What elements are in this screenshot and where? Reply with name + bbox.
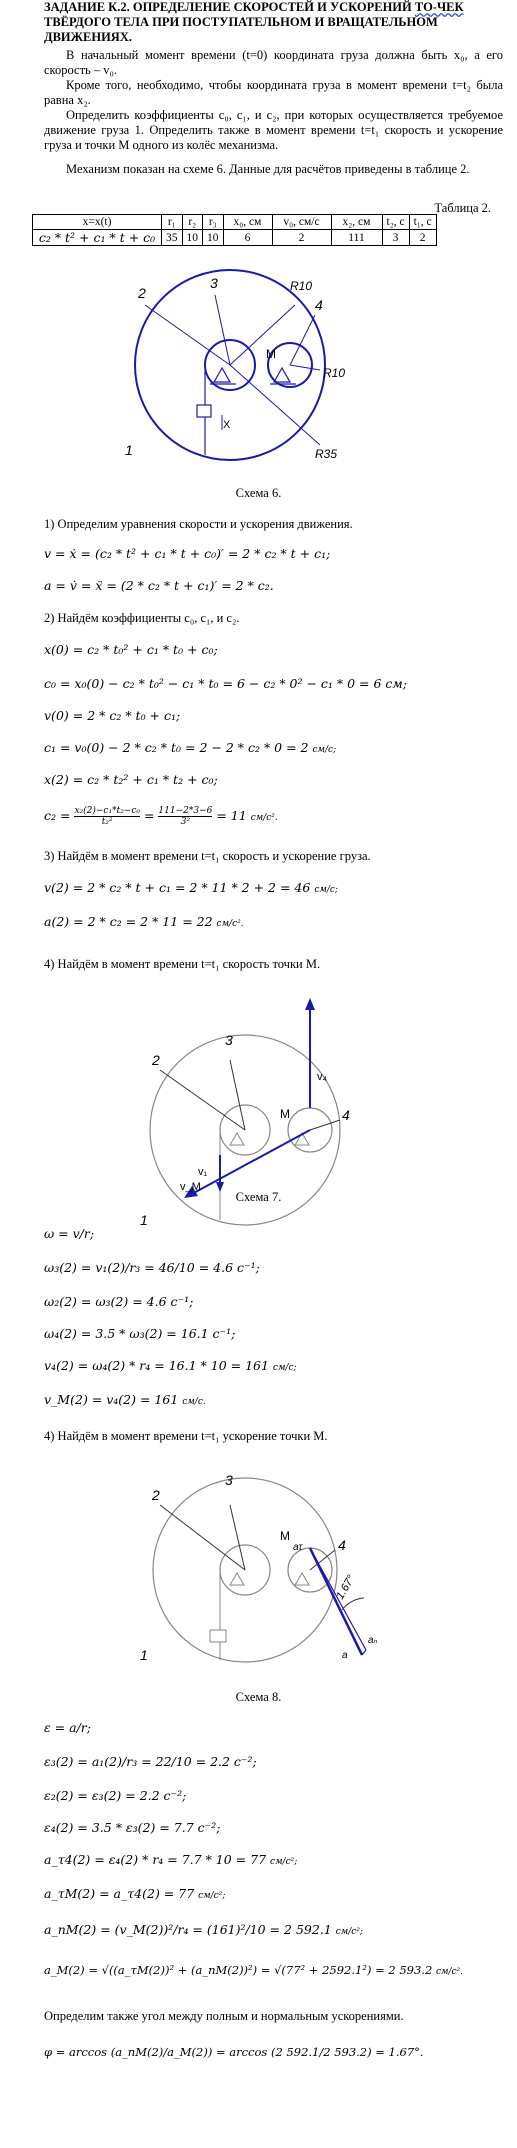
velocity-equation: v = ẋ = (c₂ * t² + c₁ * t + c₀)′ = 2 * c₂ * t + c₁; [44,546,331,561]
a-m-unit: см/с². [435,1967,463,1977]
label-1: 1 [125,442,133,458]
section-5-heading: 4) Найдём в момент времени t=t₁ ускорение точки М. [44,1429,328,1443]
label-4: 4 [342,1107,350,1123]
vm-equation-body: v_M(2) = v₄(2) = 161 [44,1392,179,1407]
x2-equation: x(2) = c₂ * t₂² + c₁ * t₂ + c₀; [44,772,218,787]
v4-unit: см/с; [272,1363,297,1373]
table-header: t₂, с [382,215,409,230]
label-v1: v₁ [198,1166,208,1178]
label-m: M [266,347,276,361]
label-x: X [223,419,231,431]
table-cell: 2 [409,230,436,246]
omega2-equation: ω₂(2) = ω₃(2) = 4.6 c⁻¹; [44,1294,194,1309]
c2-fraction-2 [158,806,212,827]
v2-equation-body: v(2) = 2 * c₂ * t + c₁ = 2 * 11 * 2 + 2 = 46 [44,880,311,895]
scheme-8-caption: Схема 8. [235,1690,282,1704]
table-header-row [33,215,437,230]
support-3-icon [214,368,230,382]
epsilon2-equation: ε₂(2) = ε₃(2) = 2.2 c⁻²; [44,1788,187,1803]
omega-formula: ω = v/r; [44,1226,95,1241]
vm-equation [44,1392,206,1410]
table-cell: 111 [331,230,382,246]
leader-4 [310,1120,340,1130]
table-row [33,230,437,246]
scheme-6-caption: Схема 6. [235,486,282,500]
scheme-8-diagram [130,1460,410,1680]
label-m: M [280,1529,290,1543]
a2-unit: см/с². [216,919,244,929]
table-cell: 35 [162,230,183,246]
label-2: 2 [152,1052,160,1068]
omega3-equation: ω₃(2) = v₁(2)/r₃ = 46/10 = 4.6 c⁻¹; [44,1260,260,1275]
c2-fraction-1-num: x₂(2)−c₁*t₂−c₀ [74,806,140,816]
load-1-block [210,1630,226,1642]
table-header: x₀, см [223,215,272,230]
leader-2 [145,305,230,365]
label-an: aₙ [368,1635,378,1646]
section-4-heading: 4) Найдём в момент времени t=t₁ скорость точки М. [44,957,321,971]
load-1-block [197,405,211,417]
v0-equation: v(0) = 2 * c₂ * t₀ + c₁; [44,708,181,723]
section-3-heading: 3) Найдём в момент времени t=t₁ скорость и ускорение груза. [44,849,371,863]
table-cell: 10 [203,230,224,246]
label-v4: v₄ [317,1071,327,1083]
epsilon-formula: ε = a/r; [44,1720,91,1735]
omega4-equation: ω₄(2) = 3.5 * ω₃(2) = 16.1 c⁻¹; [44,1326,236,1341]
a-taum-unit: см/с²; [198,1891,226,1901]
v4-arrowhead-icon [305,998,315,1010]
table-header: r₃ [203,215,224,230]
label-1: 1 [140,1647,148,1663]
table-cell: c₂ * t² + c₁ * t + c₀ [33,230,162,246]
a-nm-body: a_nM(2) = (v_M(2))²/r₄ = (161)²/10 = 2 592.1 [44,1922,332,1937]
leader-r10b [290,365,320,370]
label-vm: v_M [180,1181,201,1193]
label-at: aτ [293,1542,303,1553]
table-header: v₀, см/с [272,215,331,230]
a-tau4-unit: см/с²; [270,1857,298,1867]
table-header: r₁ [162,215,183,230]
table-cell: 3 [382,230,409,246]
intro-paragraph-4: Механизм показан на схеме 6. Данные для расчётов приведены в таблице 2. [66,162,470,176]
label-3: 3 [225,1032,233,1048]
c2-unit: см/с². [250,813,278,823]
section-2-heading: 2) Найдём коэффициенты c₀, c₁, и c₂. [44,611,240,625]
label-4: 4 [315,297,323,313]
label-3: 3 [225,1472,233,1488]
a-tau4-equation [44,1852,297,1870]
a-nm-unit: см/с²; [335,1927,363,1937]
document-title [44,0,503,45]
scheme-6-diagram [110,250,410,480]
title-part-2: ТВЁРДОГО ТЕЛА ПРИ ПОСТУПАТЕЛЬНОМ И ВРАЩАТЕЛЬНОМ ДВИЖЕНИЯХ. [44,15,438,44]
support-4-icon [274,368,290,382]
label-m: M [280,1107,290,1121]
leader-r35 [230,365,320,445]
v4-equation [44,1358,297,1376]
intro-paragraph-2: Кроме того, необходимо, чтобы координата груза в момент времени t=t₂ была равна x₂. [44,78,503,107]
c1-equation-body: c₁ = v₀(0) − 2 * c₂ * t₀ = 2 − 2 * c₂ * 0 = 2 [44,740,309,755]
vm-unit: см/с. [182,1397,206,1407]
label-r35: R35 [315,447,338,461]
label-r10-b: R10 [323,366,346,380]
label-a: a [342,1650,348,1661]
a2-equation-body: a(2) = 2 * c₂ = 2 * 11 = 22 [44,914,213,929]
phi-equation: φ = arccos (a_nM(2)/a_M(2)) = arccos (2 592.1/2 593.2) = 1.67°. [44,2045,424,2059]
c2-right: = 11 [216,808,247,823]
x0-equation: x(0) = c₂ * t₀² + c₁ * t₀ + c₀; [44,642,218,657]
c2-fraction-1-den: t₂² [101,817,113,827]
v4-equation-body: v₄(2) = ω₄(2) * r₄ = 16.1 * 10 = 161 [44,1358,269,1373]
table-cell: 10 [182,230,203,246]
a-taum-body: a_τM(2) = a_τ4(2) = 77 [44,1886,195,1901]
title-underlined-word: ТО-ЧЕК [414,0,464,14]
label-2: 2 [138,285,146,301]
title-part-1: ЗАДАНИЕ К.2. ОПРЕДЕЛЕНИЕ СКОРОСТЕЙ И УСКОРЕНИЙ [44,0,415,14]
table-header: x₂, см [331,215,382,230]
leader-3 [230,1060,245,1130]
intro-paragraph-1: В начальный момент времени (t=0) координата груза должна быть x₀, а его скорость – v₀. [44,48,503,77]
a-m-body: a_M(2) = √((a_τM(2))² + (a_nM(2))²) = √(77² + 2592.1²) = 2 593.2 [44,1963,433,1977]
c2-left: c₂ = [44,808,71,823]
label-r10-a: R10 [290,279,313,293]
a2-equation [44,914,244,932]
a-tau4-body: a_τ4(2) = ε₄(2) * r₄ = 7.7 * 10 = 77 [44,1852,267,1867]
leader-r10a [230,305,295,365]
angle-note: Определим также угол между полным и нормальным ускорениями. [44,2009,404,2023]
table-cell: 2 [272,230,331,246]
acceleration-equation: a = v̇ = ẍ = (2 * c₂ * t + c₁)′ = 2 * c₂. [44,578,274,593]
intro-paragraph-3: Определить коэффициенты c₀, c₁, и c₂, при которых осуществляется требуемое движение груза 1. Определить также в момент времени t=t₁ скорость и ускорение груза и точки М одного из колёс механизма. [44,108,503,152]
label-2: 2 [152,1487,160,1503]
support-3-icon [230,1573,244,1585]
label-1: 1 [140,1212,148,1228]
c2-fraction-2-den: 3² [180,817,191,827]
section-1-heading: 1) Определим уравнения скорости и ускорения движения. [44,517,353,531]
a-taum-equation [44,1886,225,1904]
c0-equation: c₀ = x₀(0) − c₂ * t₀² − c₁ * t₀ = 6 − c₂ * 0² − c₁ * 0 = 6 см; [44,676,408,691]
label-4: 4 [338,1537,346,1553]
epsilon4-equation: ε₄(2) = 3.5 * ε₃(2) = 7.7 c⁻²; [44,1820,221,1835]
a-nm-equation [44,1922,363,1940]
c1-equation [44,740,336,758]
c1-unit: см/с; [312,745,337,755]
data-table [32,214,437,246]
leader-2 [160,1070,245,1130]
c2-fraction-2-num: 111−2*3−6 [158,806,213,816]
support-3-icon [230,1133,244,1145]
a-m-equation [44,1962,463,1980]
table-caption: Таблица 2. [434,201,491,215]
scheme-7-caption: Схема 7. [235,1190,282,1204]
table-header: r₂ [182,215,203,230]
at-vector [362,1650,366,1655]
v2-equation [44,880,338,898]
label-3: 3 [210,275,218,291]
v2-unit: см/с; [314,885,338,895]
table-header: t₁, с [409,215,436,230]
leader-3 [215,295,230,365]
table-header: x=x(t) [33,215,162,230]
label-angle: 1.67° [334,1573,358,1602]
table-cell: 6 [223,230,272,246]
epsilon3-equation: ε₃(2) = a₁(2)/r₃ = 22/10 = 2.2 c⁻²; [44,1754,257,1769]
c2-equation: c₂ = $\frac{\text{x₂(2)−c₁*t₂−c₀}}{\text{t₂²}}$ = $\frac{111-2*3-6}{\text{3²}}$ = 11 см/с². [44,806,278,827]
vm-vector [190,1130,310,1195]
c2-fraction-1 [74,806,140,827]
support-4-icon [295,1573,309,1585]
